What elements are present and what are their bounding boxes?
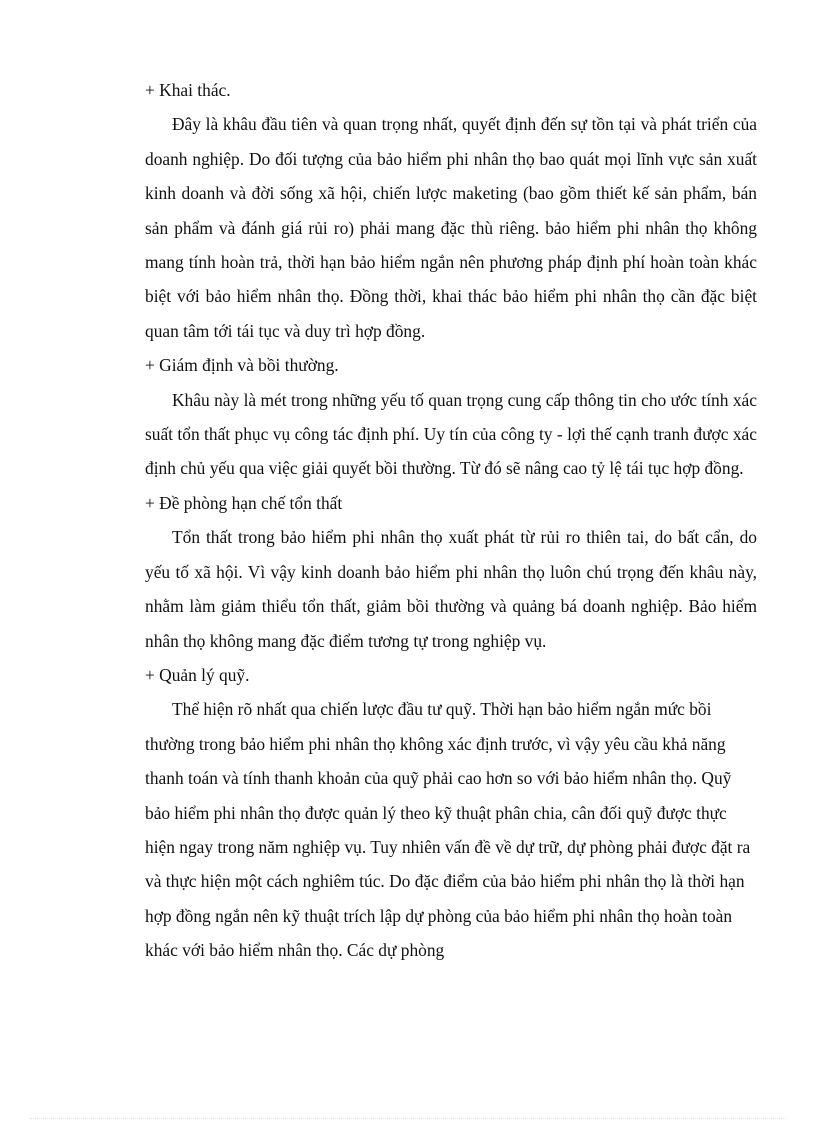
section-heading-quan-ly-quy: + Quản lý quỹ. bbox=[145, 664, 250, 685]
section-heading-khai-thac: + Khai thác. bbox=[145, 80, 231, 100]
section-paragraph-quan-ly-quy: Thể hiện rõ nhất qua chiến lược đầu tư quỹ. Thời hạn bảo hiểm ngắn mức bồi thường trong bảo hiểm phi nhân thọ không xác định trước, vì vậy yêu cầu khả năng thanh toán và tính thanh khoản của quỹ phải cao hơn so với bảo hiểm nhân thọ. Quỹ bảo hiểm phi nhân thọ được quản lý theo kỹ thuật phân chia, cân đối quỹ được thực hiện ngay trong năm nghiệp vụ. Tuy nhiên vấn đề về dự trữ, dự phòng phải được đặt ra và thực hiện một cách nghiêm túc. Do đặc điểm của bảo hiểm phi nhân thọ là thời hạn hợp đồng ngắn nên kỹ thuật trích lập dự phòng của bảo hiểm phi nhân thọ hoàn toàn khác với bảo hiểm nhân thọ. Các dự phòng bbox=[145, 699, 751, 961]
section-paragraph-khai-thac: Đây là khâu đầu tiên và quan trọng nhất, quyết định đến sự tồn tại và phát triển của doanh nghiệp. Do đối tượng của bảo hiểm phi nhân thọ bao quát mọi lĩnh vực sản xuất kinh doanh và đời sống xã hội, chiến lược maketing (bao gồm thiết kế sản phẩm, bán sản phẩm và đánh giá rủi ro) phải mang đặc thù riêng. bảo hiểm phi nhân thọ không mang tính hoàn trả, thời hạn bảo hiểm ngắn nên phương pháp định phí hoàn toàn khác biệt với bảo hiểm nhân thọ. Đồng thời, khai thác bảo hiểm phi nhân thọ cần đặc biệt quan tâm tới tái tục và duy trì hợp đồng. bbox=[145, 114, 757, 341]
section-heading-giam-dinh: + Giám định và bồi thường. bbox=[145, 355, 339, 376]
section-heading-de-phong: + Đề phòng hạn chế tổn thất bbox=[145, 492, 343, 513]
section-paragraph-giam-dinh: Khâu này là mét trong những yếu tố quan trọng cung cấp thông tin cho ước tính xác suất tổn thất phục vụ công tác định phí. Uy tín của công ty - lợi thế cạnh tranh được xác định chủ yếu qua việc giải quyết bồi thường. Từ đó sẽ nâng cao tỷ lệ tái tục hợp đồng. bbox=[145, 389, 757, 479]
page-body bbox=[145, 73, 757, 968]
section-paragraph-de-phong: Tổn thất trong bảo hiểm phi nhân thọ xuất phát từ rủi ro thiên tai, do bất cẩn, do yếu tố xã hội. Vì vậy kinh doanh bảo hiểm phi nhân thọ luôn chú trọng đến khâu này, nhằm làm giảm thiểu tổn thất, giảm bồi thường và quảng bá doanh nghiệp. Bảo hiểm nhân thọ không mang đặc điểm tương tự trong nghiệp vụ. bbox=[145, 527, 757, 651]
page-bottom-divider bbox=[30, 1118, 786, 1119]
